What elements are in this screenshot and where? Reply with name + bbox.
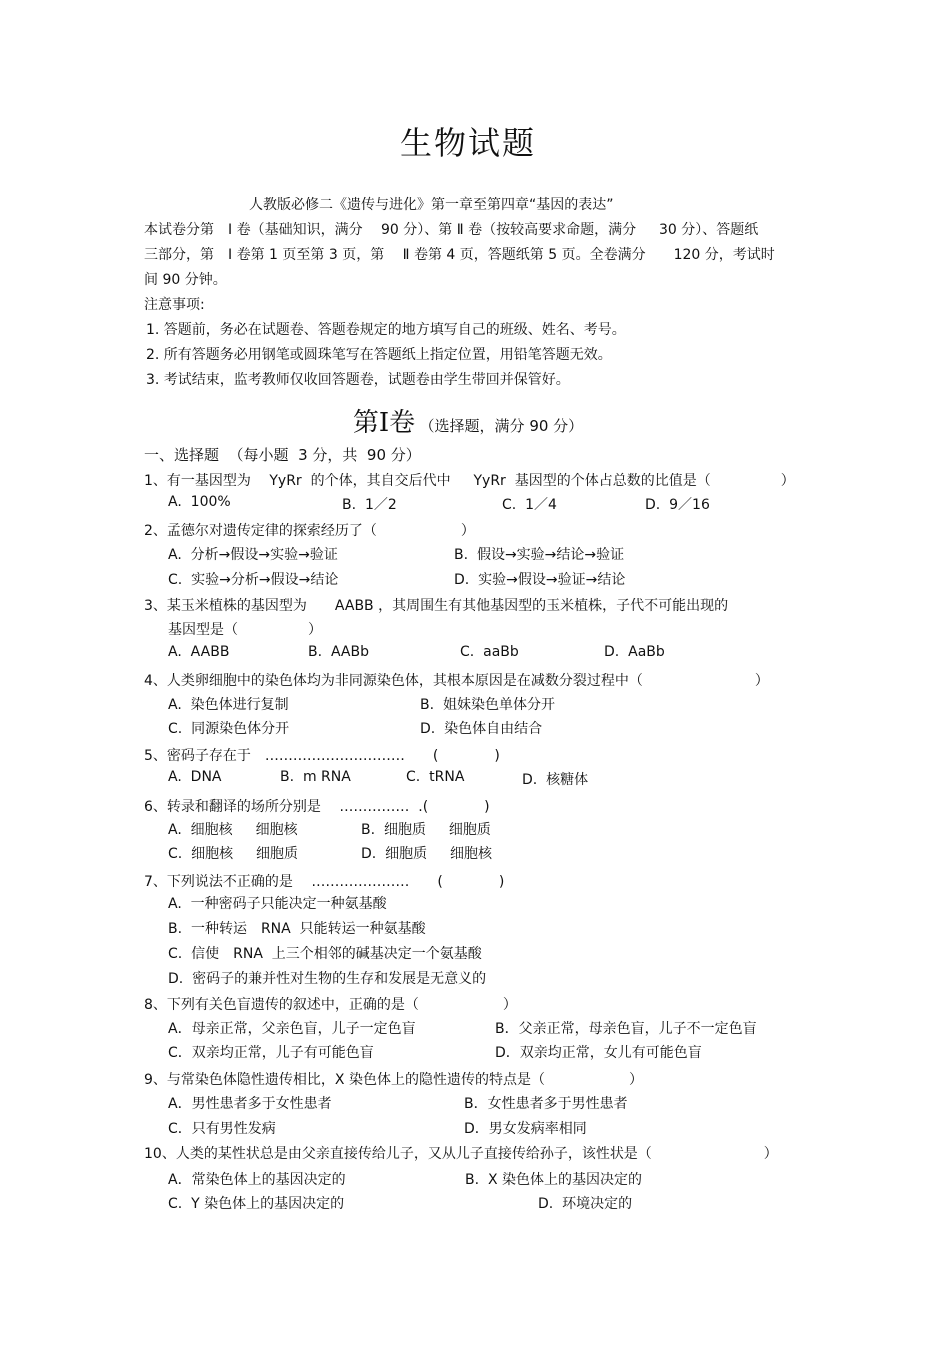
option: A．母亲正常，父亲色盲，儿子一定色盲 bbox=[168, 1021, 416, 1037]
note-item: 3. 考试结束，监考教师仅收回答题卷，试题卷由学生带回并保管好。 bbox=[146, 372, 570, 388]
option: D. 细胞质 细胞核 bbox=[361, 846, 493, 862]
option: B．女性患者多于男性患者 bbox=[464, 1096, 628, 1112]
option: A．常染色体上的基因决定的 bbox=[168, 1172, 346, 1188]
option: D. 实验→假设→验证→结论 bbox=[454, 572, 626, 588]
option: C. 信使 RNA 上三个相邻的碱基决定一个氨基酸 bbox=[168, 946, 482, 962]
option: D. 密码子的兼并性对生物的生存和发展是无意义的 bbox=[168, 971, 487, 987]
question-stem: 2、孟德尔对遗传定律的探索经历了（ ） bbox=[144, 523, 475, 539]
option: C. 同源染色体分开 bbox=[168, 721, 290, 737]
option: A. 一种密码子只能决定一种氨基酸 bbox=[168, 896, 387, 912]
option: D．双亲均正常，女儿有可能色盲 bbox=[495, 1045, 702, 1061]
option: A. 100% bbox=[168, 494, 231, 510]
option: D．男女发病率相同 bbox=[464, 1121, 587, 1137]
option: C．双亲均正常，儿子有可能色盲 bbox=[168, 1045, 374, 1061]
option: A. AABB bbox=[168, 644, 230, 660]
option: B. m RNA bbox=[280, 769, 351, 785]
part-heading: 一、选择题 （每小题 3 分，共 90 分） bbox=[144, 446, 421, 464]
note-item: 1. 答题前，务必在试题卷、答题卷规定的地方填写自己的班级、姓名、考号。 bbox=[146, 322, 626, 338]
option: D. AaBb bbox=[604, 644, 665, 660]
notes-title: 注意事项: bbox=[144, 297, 205, 313]
option: A. 染色体进行复制 bbox=[168, 697, 289, 713]
question-stem: 5、密码子存在于 ………………………… ( ) bbox=[144, 748, 500, 764]
option: C. tRNA bbox=[406, 769, 465, 785]
note-item: 2. 所有答题务必用钢笔或圆珠笔写在答题纸上指定位置，用铅笔答题无效。 bbox=[146, 347, 612, 363]
option: C. Y 染色体上的基因决定的 bbox=[168, 1196, 345, 1212]
option: B. 细胞质 细胞质 bbox=[361, 822, 491, 838]
question-stem: 10、人类的某性状总是由父亲直接传给儿子，又从儿子直接传给孙子，该性状是（ ） bbox=[144, 1146, 778, 1162]
option: D. 环境决定的 bbox=[538, 1196, 633, 1212]
option: D. 9／16 bbox=[645, 497, 710, 513]
question-stem: 8、下列有关色盲遗传的叙述中，正确的是（ ） bbox=[144, 997, 517, 1013]
option: C. 1／4 bbox=[502, 497, 557, 513]
option: B. AABb bbox=[308, 644, 369, 660]
option: D. 染色体自由结合 bbox=[420, 721, 543, 737]
question-stem: 6、转录和翻译的场所分别是 …………… .( ) bbox=[144, 799, 490, 815]
page-title: 生物试题 bbox=[399, 124, 536, 162]
option: B．父亲正常，母亲色盲，儿子不一定色盲 bbox=[495, 1021, 757, 1037]
question-stem-continued: 基因型是（ ） bbox=[168, 622, 322, 638]
section-title-main: 第Ⅰ卷 bbox=[352, 408, 416, 438]
question-stem: 1、有一基因型为 YyRr 的个体，其自交后代中 YyRr 基因型的个体占总数的比值是（ ） bbox=[144, 473, 795, 489]
question-stem: 3、某玉米植株的基因型为 AABB ，其周围生有其他基因型的玉米植株，子代不可能出现的 bbox=[144, 598, 729, 614]
option: C. 实验→分析→假设→结论 bbox=[168, 572, 339, 588]
option: B. 一种转运 RNA 只能转运一种氨基酸 bbox=[168, 921, 426, 937]
section-title bbox=[0, 402, 936, 439]
option: A. 细胞核 细胞核 bbox=[168, 822, 298, 838]
option: C. aaBb bbox=[460, 644, 519, 660]
option: B. 1／2 bbox=[342, 497, 397, 513]
intro-line: 三部分，第 Ⅰ 卷第 1 页至第 3 页，第 Ⅱ 卷第 4 页，答题纸第 5 页。全卷满分 120 分，考试时 bbox=[144, 247, 775, 263]
option: B. X 染色体上的基因决定的 bbox=[465, 1172, 642, 1188]
subtitle: 人教版必修二《遗传与进化》第一章至第四章“基因的表达” bbox=[249, 197, 614, 213]
option: A. DNA bbox=[168, 769, 222, 785]
option: B. 假设→实验→结论→验证 bbox=[454, 547, 625, 563]
option: D. 核糖体 bbox=[522, 772, 589, 788]
question-stem: 9、与常染色体隐性遗传相比，X 染色体上的隐性遗传的特点是（ ） bbox=[144, 1072, 643, 1088]
option: A．男性患者多于女性患者 bbox=[168, 1096, 332, 1112]
option: C. 细胞核 细胞质 bbox=[168, 846, 299, 862]
intro-line: 本试卷分第 Ⅰ 卷（基础知识，满分 90 分）、第 Ⅱ 卷（按较高要求命题，满分 30 分）、答题纸 bbox=[144, 222, 759, 238]
option: B. 姐妹染色单体分开 bbox=[420, 697, 555, 713]
question-stem: 4、人类卵细胞中的染色体均为非同源染色体，其根本原因是在减数分裂过程中（ ） bbox=[144, 673, 769, 689]
option: A. 分析→假设→实验→验证 bbox=[168, 547, 338, 563]
option: C．只有男性发病 bbox=[168, 1121, 276, 1137]
section-title-note: （选择题，满分 90 分） bbox=[419, 417, 584, 435]
question-stem: 7、下列说法不正确的是 ………………… ( ) bbox=[144, 874, 505, 890]
intro-line: 间 90 分钟。 bbox=[144, 272, 227, 288]
